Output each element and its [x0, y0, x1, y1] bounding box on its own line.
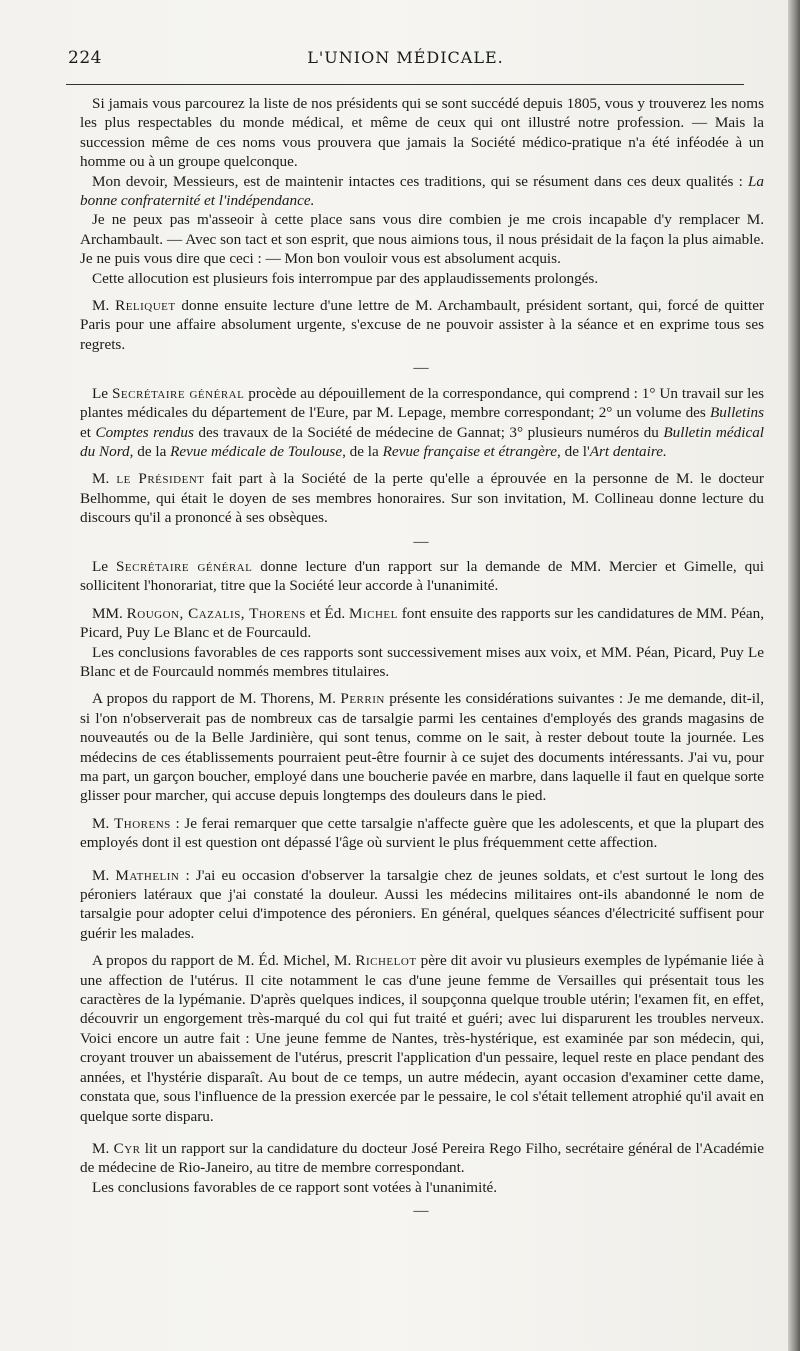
- italic-text: Revue française et étrangère: [382, 442, 558, 460]
- text: font ensuite des rapports sur les candidatures de MM. Péan, Picard, Puy Le Blanc et de Fourcauld.: [80, 604, 765, 642]
- paragraph-conclusions: Les conclusions favorables de ces rapports sont successivement mises aux voix, et MM. Péan, Picard, Puy Le Blanc et de Fourcauld nommés membres titulaires.: [80, 643, 764, 680]
- paragraph-honorariat: [80, 557, 764, 596]
- text: donne lecture d'un rapport sur la demande de MM. Mercier et Gimelle, qui sollicitent l'honorariat, titre que la Société leur accorde à l'unanimité.: [80, 557, 765, 595]
- paragraph-belhomme: [80, 469, 764, 527]
- page-edge-shadow: [788, 0, 800, 1351]
- paragraph-archambault: Je ne peux pas m'asseoir à cette place sans vous dire combien je me crois incapable d'y remplacer M. Archambault. — Avec son tact et son esprit, que nous aimions tous, il nous présidait de la façon la plus aimable. Je ne puis vous dire que ceci : — Mon bon vouloir vous est absolument acquis.: [80, 211, 764, 268]
- text: A propos du rapport de M. Éd. Michel, M.: [92, 952, 352, 970]
- paragraph-reliquet: [80, 296, 764, 354]
- speaker-name: Mathelin: [115, 866, 180, 884]
- article-body: [80, 94, 764, 1227]
- text: des travaux de la Société de médecine de Gannat; 3° plusieurs numéros du: [198, 423, 659, 441]
- paragraph-cyr: [80, 1139, 764, 1178]
- text: Mon devoir, Messieurs, est de maintenir intactes ces traditions, qui se résument dans ces deux qualités :: [92, 172, 743, 190]
- text: M.: [92, 866, 110, 884]
- text: fait part à la Société de la perte qu'elle a éprouvée en la personne de M. le docteur Belhomme, qui était le doyen de ses membres honoraires. Sur son invitation, M. Collineau donne lecture du discours qu'il a prononcé à ses obsèques.: [80, 470, 764, 527]
- speaker-name: Michel: [348, 604, 398, 622]
- paragraph-applause: Cette allocution est plusieurs fois interrompue par des applaudissements prolongés.: [92, 269, 599, 287]
- paragraph-presidents: Si jamais vous parcourez la liste de nos présidents qui se sont succédé depuis 1805, vous y trouverez les noms les plus respectables du monde médical, et même de ceux qui ont illustré notre profession. — Mais la succession même de ces noms vous prouvera que jamais la Société médico-pratique n'a été inféodée à un homme ou à un groupe quelconque.: [80, 95, 764, 171]
- text: , de la: [342, 442, 379, 460]
- section-separator: —: [413, 1202, 431, 1220]
- text: , de la: [129, 442, 167, 460]
- speaker-name: le Président: [116, 470, 205, 488]
- speaker-name: Richelot: [355, 952, 417, 970]
- speaker-name: Perrin: [340, 690, 385, 708]
- text: Le: [92, 557, 109, 575]
- text: M.: [92, 1139, 110, 1157]
- text: présente les considérations suivantes : Je me demande, dit-il, si l'on n'observerait pas de nombreux cas de tarsalgie parmi les centaines d'employés des grands magasins de nouveautés ou de la Belle Jardinière, qui sont tenus, comme on le sait, à rester debout toute la journée. Les médecins de ces établissements pourraient peut-être fournir à ce sujet des documents intéressants. J'ai vu, pour ma part, un garçon boucher, employé dans une boucherie pavée en marbre, dans laquelle il faut en quelque sorte glisser pour marcher, qui accuse depuis longtemps des douleurs dans le pied.: [80, 690, 764, 805]
- text: lit un rapport sur la candidature du docteur José Pereira Rego Filho, secrétaire général de l'Académie de médecine de Rio-Janeiro, au titre de membre correspondant.: [80, 1139, 764, 1177]
- paragraph-votes: Les conclusions favorables de ce rapport sont votées à l'unanimité.: [92, 1178, 498, 1196]
- speaker-name: Thorens: [113, 814, 171, 832]
- text: M.: [92, 470, 110, 488]
- paragraph-thorens: [80, 814, 764, 853]
- speaker-name: Secrétaire général: [115, 557, 253, 575]
- italic-text: Bulletin médical du Nord: [80, 423, 765, 460]
- speaker-name: Secrétaire général: [111, 384, 245, 402]
- paragraph-perrin: [80, 689, 764, 805]
- italic-text: Bulletins: [710, 404, 764, 422]
- speaker-name: Cyr: [113, 1139, 141, 1157]
- section-separator: —: [413, 359, 431, 377]
- text: , de l': [557, 442, 590, 460]
- paragraph-mathelin: [80, 866, 764, 944]
- text: MM.: [92, 604, 123, 622]
- text: M.: [92, 297, 110, 315]
- paragraph-devoir: [80, 172, 764, 211]
- text: Le: [92, 384, 109, 402]
- text: donne ensuite lecture d'une lettre de M. Archambault, président sortant, qui, forcé de quitter Paris pour une affaire absolument urgente, s'excuse de ne pouvoir assister à la séance et en exprime tous ses regrets.: [80, 297, 765, 353]
- page-number: 224: [68, 48, 102, 68]
- paragraph-correspondance: [80, 384, 764, 462]
- text: père dit avoir vu plusieurs exemples de lypémanie liée à une affection de l'utérus. Il cite notamment le cas d'une jeune femme de Versailles qui présentait tous les caractères de la lypémanie. D'après quelques indices, il soupçonna quelque trouble utérin; l'examen fit, en effet, découvrir un engorgement très-marqué du col qui fut traité et guéri; avec lui disparurent les troubles nerveux. Voici encore un autre fait : Une jeune femme de Nantes, très-hystérique, est examinée par son médecin, qui, croyant trouver un abaissement de l'utérus, prescrit l'application d'un pessaire, lequel reste en place pendant des années, et l'hystérie disparaît. Au bout de ce temps, un autre médecin, ayant occasion d'examiner cette dame, constata que, sous l'influence de la pression exercée par le pessaire, le col s'était tellement atrophié qu'il avait en quelque sorte disparu.: [80, 952, 765, 1125]
- text: et Éd.: [309, 604, 346, 622]
- paragraph-candidatures: [80, 604, 764, 643]
- italic-text: Comptes rendus: [95, 423, 194, 441]
- page-header: [68, 48, 743, 74]
- speaker-name: Reliquet: [115, 297, 176, 315]
- text: : J'ai eu occasion d'observer la tarsalgie chez de jeunes soldats, et c'est surtout le long des péroniers latéraux que j'ai constaté la douleur. Aussi les médecins militaires ont-ils abandonné le nom de tarsalgie pour adopter celui d'impotence des péroniers. En général, quelques séances d'électricité suffisent pour guérir les malades.: [80, 866, 765, 942]
- text: M.: [92, 814, 110, 832]
- paragraph-richelot: [80, 951, 764, 1126]
- italic-text: Art dentaire.: [589, 442, 667, 460]
- header-rule: [66, 84, 744, 85]
- speaker-name: Rougon, Cazalis, Thorens: [126, 604, 306, 622]
- text: et: [80, 423, 91, 441]
- running-title: L'UNION MÉDICALE.: [307, 48, 504, 67]
- text: A propos du rapport de M. Thorens, M.: [92, 690, 336, 708]
- text: procède au dépouillement de la correspondance, qui comprend : 1° Un travail sur les plantes médicales du département de l'Eure, par M. Lepage, membre correspondant; 2° un volume des: [80, 384, 765, 422]
- section-separator: —: [413, 532, 431, 550]
- italic-text: La bonne confraternité et l'indépendance.: [80, 172, 764, 210]
- text: : Je ferai remarquer que cette tarsalgie n'affecte guère que les adolescents, et que la plupart des employés dont il est question ont dépassé l'âge où survient le plus fréquemment cette affection.: [80, 814, 765, 852]
- italic-text: Revue médicale de Toulouse: [170, 442, 343, 460]
